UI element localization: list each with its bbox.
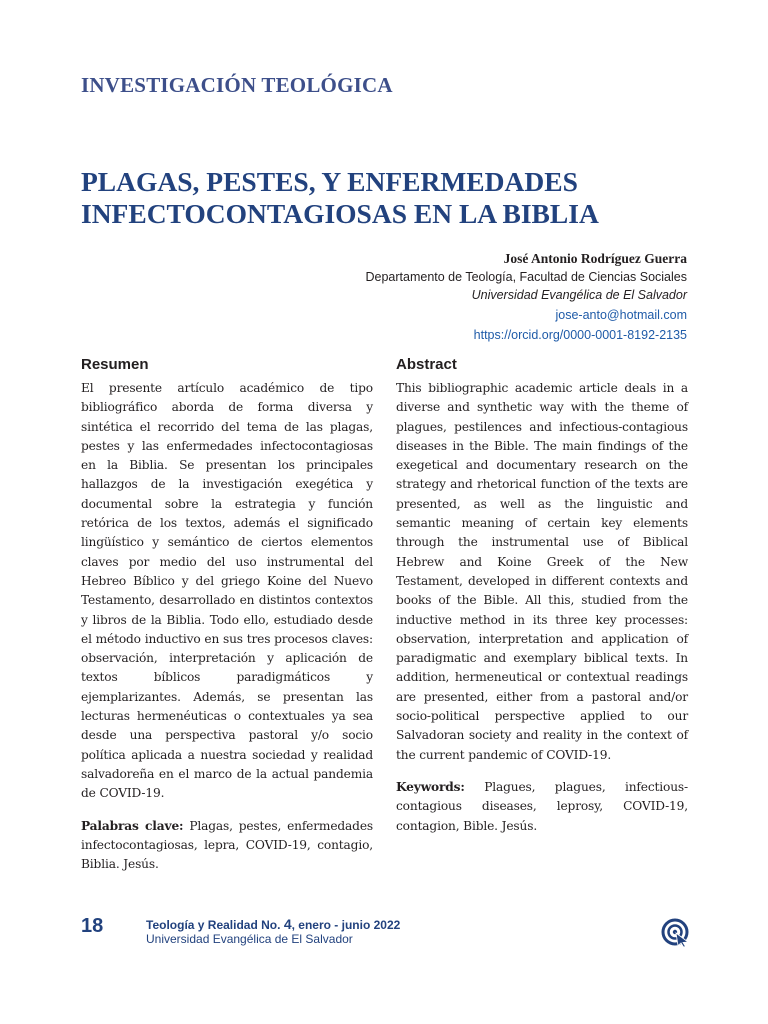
abstract-body: This bibliographic academic article deals in a diverse and synthetic way with the theme of plagues, pestilences and infectious-contagious diseases in the Bible. The main findings of the exegetical and documentary research on the strategy and rhetorical function of the texts are presented, as well as the linguistic and semantic meaning of certain key elements through the instrumental use of Biblical Hebrew and Koine Greek of the New Testament, developed in different contexts and books of the Bible. All this, studied from the inductive method in its three key processes: observation, interpretation and application of paradigmatic and exemplary biblical texts. In addition, hermeneutical or contextual readings are presented, either from a pastoral and/or socio-political perspective applied to our Salvadoran society and reality in the context of the current pandemic of COVID-19.: [396, 381, 688, 762]
author-university: Universidad Evangélica de El Salvador: [471, 288, 687, 302]
journal-name: Teología y Realidad No.: [146, 918, 281, 932]
issue-number: 4: [283, 916, 292, 932]
article-title-line-2: INFECTOCONTAGIOSAS EN LA BIBLIA: [81, 198, 599, 229]
page-footer: [0, 912, 768, 952]
resumen-column: [81, 356, 373, 874]
resumen-heading: Resumen: [81, 356, 149, 373]
publisher-name: Universidad Evangélica de El Salvador: [146, 932, 353, 946]
keywords-text: Plagues, plagues, infectious-contagious diseases, leprosy, COVID-19, contagion, Bible. Jesús.: [396, 779, 688, 833]
author-email-link[interactable]: jose-anto@hotmail.com: [555, 308, 687, 322]
article-title-line-1: PLAGAS, PESTES, Y ENFERMEDADES: [81, 166, 578, 197]
author-orcid-link[interactable]: https://orcid.org/0000-0001-8192-2135: [473, 328, 687, 342]
palabras-clave: [81, 817, 373, 875]
keywords-label: Keywords:: [396, 779, 465, 794]
journal-citation: [146, 916, 400, 933]
page-number: 18: [81, 915, 104, 937]
article-title: [81, 166, 701, 230]
author-name: José Antonio Rodríguez Guerra: [503, 251, 687, 266]
author-department: Departamento de Teología, Facultad de Ciencias Sociales: [365, 270, 687, 284]
palabras-clave-text: Plagas, pestes, enfermedades infectocontagiosas, lepra, COVID-19, contagio, Biblia. Jesús.: [81, 818, 373, 872]
palabras-clave-label: Palabras clave:: [81, 818, 184, 833]
resumen-body: El presente artículo académico de tipo bibliográfico aborda de forma diversa y sintética el recorrido del tema de las plagas, pestes y las enfermedades infectocontagiosas en la Biblia. Se presentan los principales hallazgos de la investigación exegética y documental sobre la estrategia y función retórica de los textos, además el significado lingüístico y semántico de ciertos elementos claves por medio del uso instrumental del Hebreo Bíblico y del griego Koine del Nuevo Testamento, desarrollado en distintos contextos y libros de la Biblia. Todo ello, estudiado desde el método inductivo en sus tres procesos claves: observación, interpretación y aplicación de textos bíblicos paradigmáticos y ejemplarizantes. Además, se presentan las lecturas hermenéuticas o contextuales ya sea desde una perspectiva pastoral y/o socio política aplicada a nuestra sociedad y realidad salvadoreña en el marco de la actual pandemia de COVID-19.: [81, 381, 373, 801]
abstract-column: [396, 356, 688, 836]
abstract-heading: Abstract: [396, 356, 457, 373]
journal-logo-icon: [660, 917, 690, 947]
author-block: [366, 250, 688, 345]
issue-date: , enero - junio 2022: [291, 918, 401, 932]
keywords: [396, 778, 688, 836]
section-label: INVESTIGACIÓN TEOLÓGICA: [81, 73, 393, 97]
